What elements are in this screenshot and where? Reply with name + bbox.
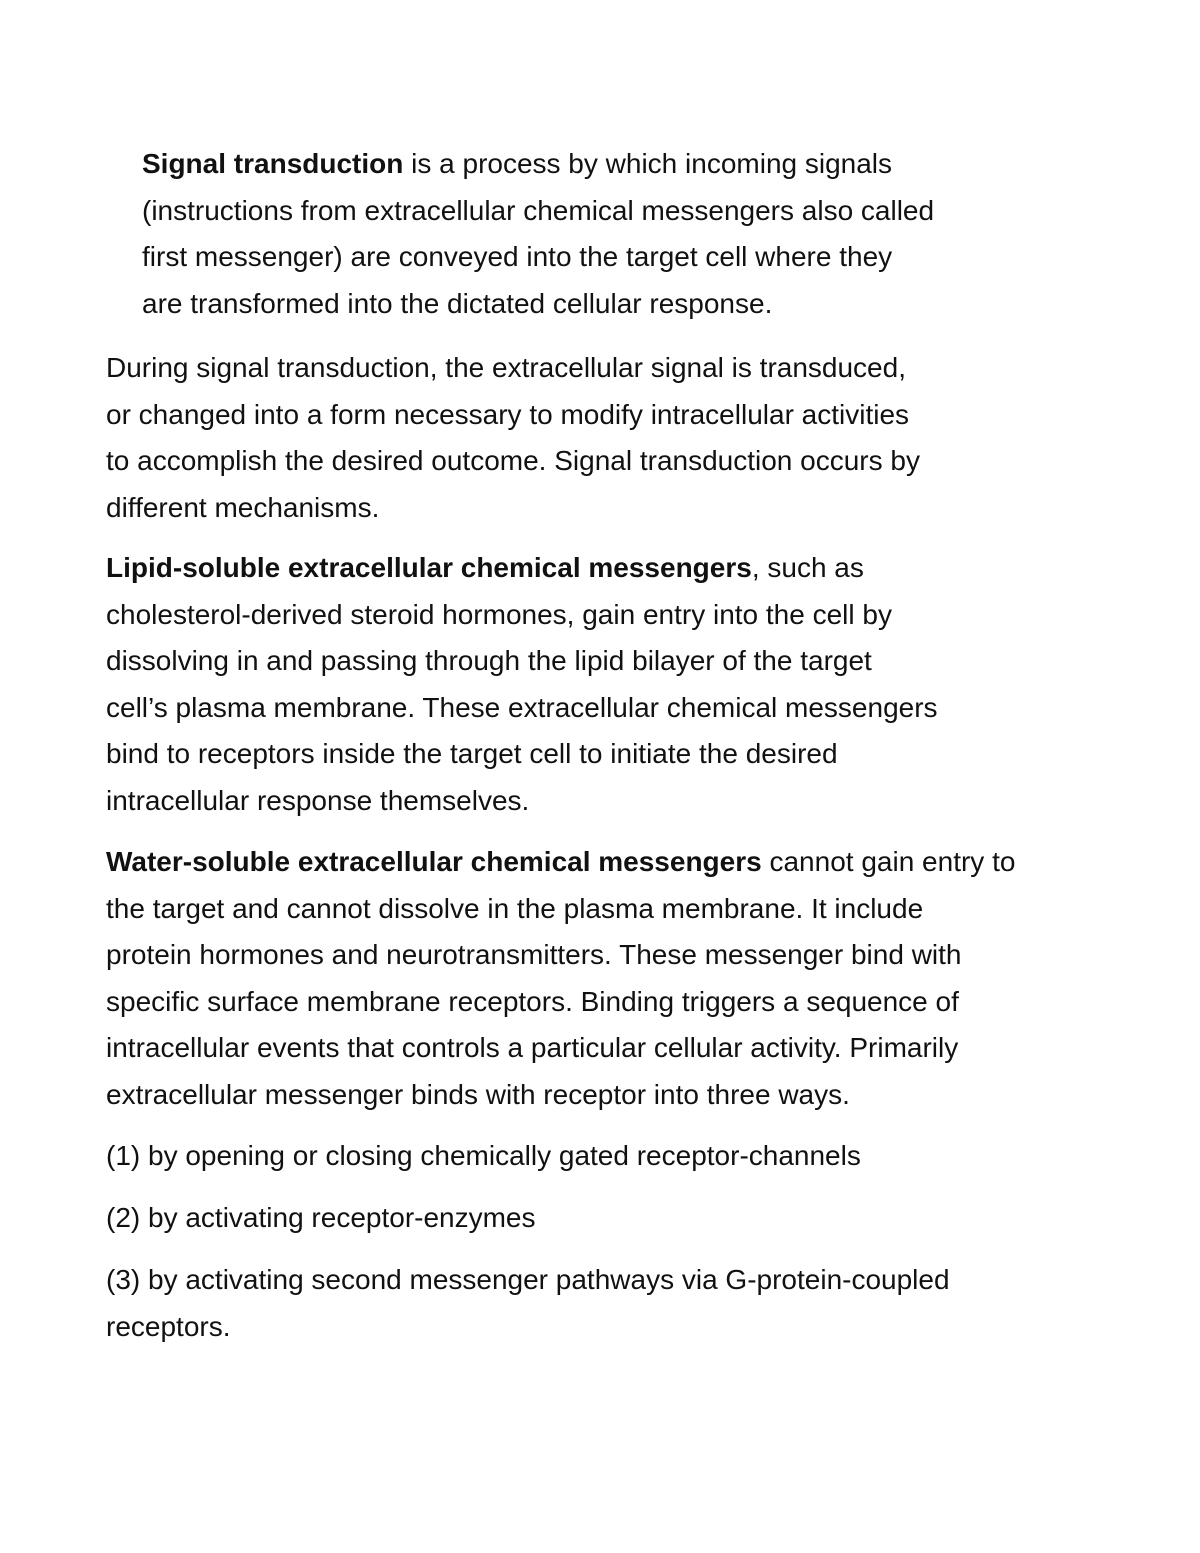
text-line <box>106 839 1166 886</box>
text-line: the target and cannot dissolve in the plasma membrane. It include <box>106 892 924 924</box>
list-item-way-1 <box>106 1133 1166 1180</box>
text-line: (2) by activating receptor-enzymes <box>106 1202 536 1233</box>
bold-term: Signal transduction <box>142 148 404 179</box>
text-line: (1) by opening or closing chemically gated receptor-channels <box>106 1140 861 1171</box>
text-line: first messenger) are conveyed into the target cell where they <box>142 241 893 272</box>
text-line: dissolving in and passing through the lipid bilayer of the target <box>106 645 872 676</box>
text-line: or changed into a form necessary to modify intracellular activities <box>106 398 910 430</box>
text-line: (3) by activating second messenger pathways via G-protein-coupled <box>106 1264 950 1295</box>
text-line: are transformed into the dictated cellular response. <box>142 287 773 319</box>
paragraph-during-transduction <box>106 345 1106 531</box>
text-line: cholesterol-derived steroid hormones, gain entry into the cell by <box>106 598 892 630</box>
text-line: bind to receptors inside the target cell to initiate the desired <box>106 738 838 769</box>
text-line: receptors. <box>106 1310 231 1342</box>
text-line: extracellular messenger binds with receptor into three ways. <box>106 1078 850 1110</box>
paragraph-water-soluble-messengers <box>106 839 1166 1118</box>
text-line: different mechanisms. <box>106 491 380 523</box>
text-run: is a process by which incoming signals <box>403 148 893 179</box>
text-line: to accomplish the desired outcome. Signal transduction occurs by <box>106 445 920 476</box>
text-line: During signal transduction, the extracellular signal is transduced, <box>106 352 906 383</box>
list-item-way-2 <box>106 1195 1166 1242</box>
text-line <box>142 141 1142 188</box>
text-line: specific surface membrane receptors. Binding triggers a sequence of <box>106 985 959 1017</box>
text-run: cannot gain entry to <box>761 846 1016 877</box>
list-item-way-3 <box>106 1257 1166 1350</box>
text-line: cell’s plasma membrane. These extracellular chemical messengers <box>106 691 938 723</box>
paragraph-signal-transduction-definition <box>142 141 1142 327</box>
text-line <box>106 545 1106 592</box>
text-line: (instructions from extracellular chemical messengers also called <box>142 194 935 226</box>
bold-term: Lipid-soluble extracellular chemical messengers <box>106 552 752 583</box>
text-line: intracellular events that controls a particular cellular activity. Primarily <box>106 1032 959 1063</box>
text-line: protein hormones and neurotransmitters. These messenger bind with <box>106 939 962 970</box>
bold-term: Water-soluble extracellular chemical messengers <box>106 846 762 877</box>
text-run: , such as <box>751 552 864 583</box>
text-line: intracellular response themselves. <box>106 784 530 816</box>
paragraph-lipid-soluble-messengers <box>106 545 1106 824</box>
